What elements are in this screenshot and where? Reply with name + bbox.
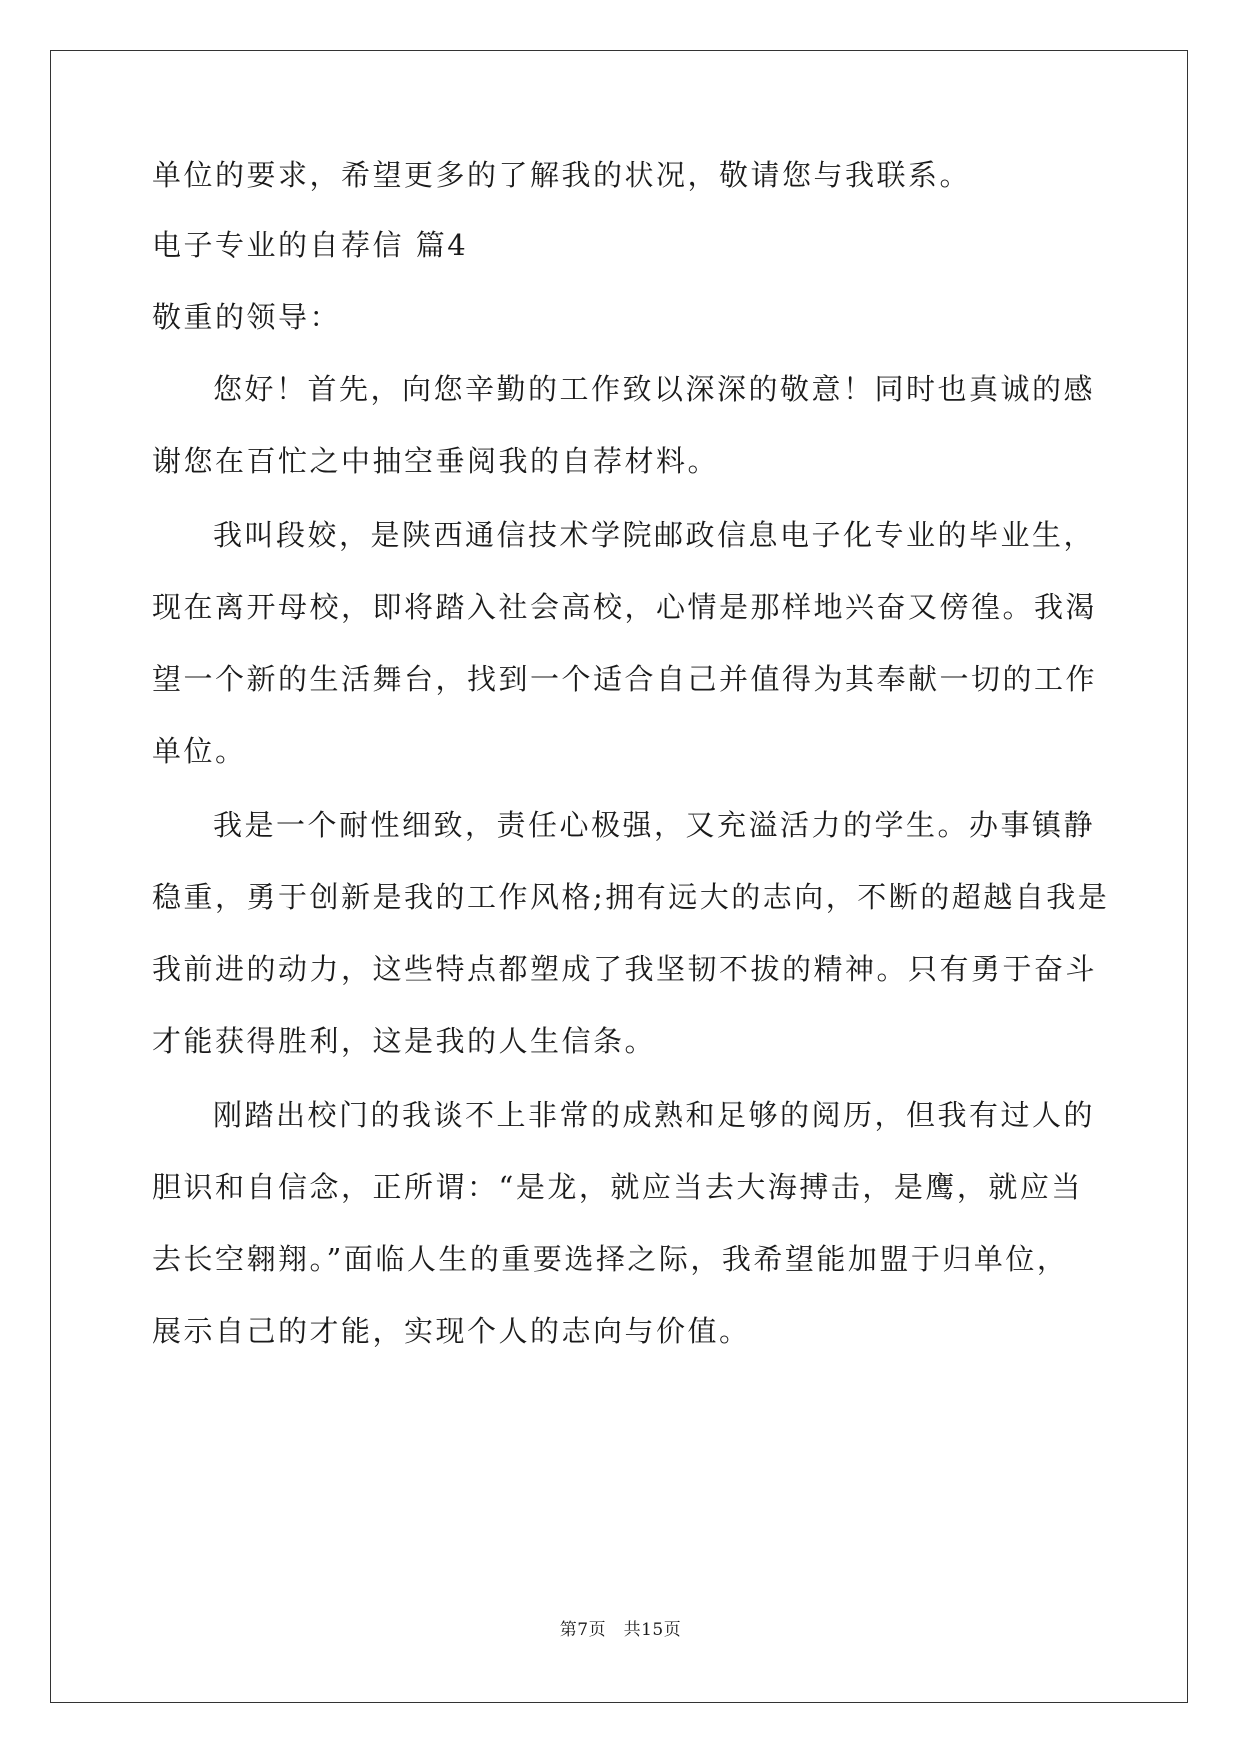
paragraph-line: 胆识和自信念，正所谓：“是龙，就应当去大海搏击，是鹰，就应当 bbox=[152, 1170, 1083, 1204]
section-heading: 电子专业的自荐信 篇4 bbox=[152, 228, 469, 262]
paragraph-line: 才能获得胜利，这是我的人生信条。 bbox=[152, 1024, 657, 1058]
paragraph-line: 稳重，勇于创新是我的工作风格;拥有远大的志向，不断的超越自我是 bbox=[152, 880, 1110, 914]
paragraph-line: 现在离开母校，即将踏入社会高校，心情是那样地兴奋又傍徨。我渴 bbox=[152, 590, 1098, 624]
paragraph-line: 刚踏出校门的我谈不上非常的成熟和足够的阅历，但我有过人的 bbox=[213, 1098, 1096, 1132]
paragraph-line: 我前进的动力，这些特点都塑成了我坚韧不拔的精神。只有勇于奋斗 bbox=[152, 952, 1098, 986]
salutation: 敬重的领导： bbox=[152, 300, 342, 334]
paragraph-line: 去长空翱翔。”面临人生的重要选择之际，我希望能加盟于归单位， bbox=[152, 1242, 1069, 1276]
paragraph-line: 我是一个耐性细致，责任心极强，又充溢活力的学生。办事镇静 bbox=[213, 808, 1096, 842]
page-number: 第7页 共15页 bbox=[559, 1620, 682, 1640]
paragraph-line: 我叫段姣，是陕西通信技术学院邮政信息电子化专业的毕业生， bbox=[213, 518, 1096, 552]
paragraph-line: 单位的要求，希望更多的了解我的状况，敬请您与我联系。 bbox=[152, 158, 972, 192]
paragraph-line: 您好！首先，向您辛勤的工作致以深深的敬意！同时也真诚的感 bbox=[213, 372, 1096, 406]
paragraph-line: 谢您在百忙之中抽空垂阅我的自荐材料。 bbox=[152, 444, 720, 478]
paragraph-line: 单位。 bbox=[152, 734, 247, 768]
paragraph-line: 展示自己的才能，实现个人的志向与价值。 bbox=[152, 1314, 751, 1348]
paragraph-line: 望一个新的生活舞台，找到一个适合自己并值得为其奉献一切的工作 bbox=[152, 662, 1098, 696]
